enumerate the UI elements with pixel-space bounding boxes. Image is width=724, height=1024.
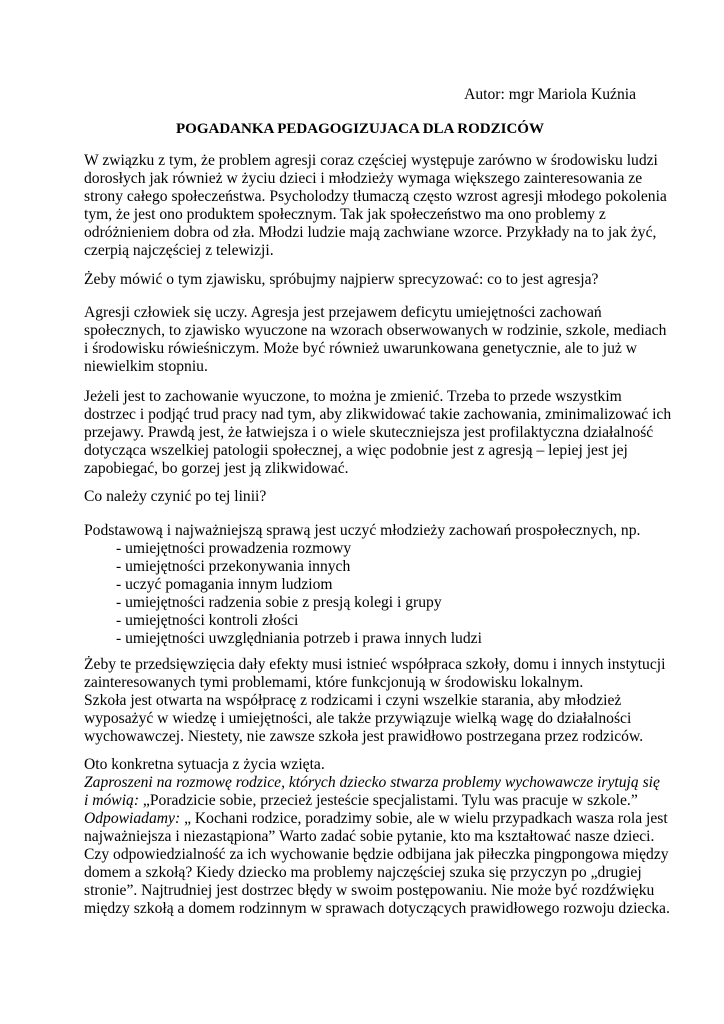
skills-list bbox=[116, 540, 596, 648]
text-line: odróżnieniem dobra od zła. Młodzi ludzie mają zachwiane wzorce. Przykłady na to jak żyć, bbox=[84, 224, 657, 241]
text-line-italic: Zaproszeni na rozmowę rodzice, których dziecko stwarza problemy wychowawcze irytują się bbox=[84, 774, 660, 791]
text-line: dotycząca wszelkiej patologii społecznej, a więc podobnie jest z agresją – lepiej jest jej bbox=[84, 442, 628, 459]
text-line: czerpią najczęściej z telewizji. bbox=[84, 242, 274, 259]
document-title: POGADANKA PEDAGOGIZUJACA DLA RODZICÓW bbox=[176, 121, 544, 137]
paragraph-cooperation bbox=[84, 656, 666, 746]
text-line: Podstawową i najważniejszą sprawą jest uczyć młodzieży zachowań prospołecznych, np. bbox=[84, 522, 641, 539]
list-item: - umiejętności kontroli złości bbox=[116, 612, 299, 629]
text-line: Żeby mówić o tym zjawisku, spróbujmy najpierw sprecyzować: co to jest agresja? bbox=[84, 271, 599, 288]
list-item: - umiejętności prowadzenia rozmowy bbox=[116, 540, 352, 557]
text-line bbox=[84, 810, 668, 828]
text-line: wyposażyć w wiedzę i umiejętności, ale także przywiązuje wielką wagę do działalności bbox=[84, 710, 632, 727]
text-line: najważniejsza i niezastąpiona” Warto zadać sobie pytanie, kto ma kształtować nasze dzieci. bbox=[84, 828, 655, 845]
paragraph-change bbox=[84, 388, 672, 478]
text-line: stronie”. Najtrudniej jest dostrzec błędy w swoim postępowaniu. Nie może być rozdźwięku bbox=[84, 882, 655, 899]
italic-lead: i mówią: bbox=[84, 792, 143, 809]
text-line: społecznych, to zjawisko wyuczone na wzorach obserwowanych w rodzinie, szkole, mediach bbox=[84, 322, 667, 339]
text-line: Jeżeli jest to zachowanie wyuczone, to można je zmienić. Trzeba to przede wszystkim bbox=[84, 388, 622, 405]
paragraph-what-to-do bbox=[84, 488, 636, 506]
text-line: Co należy czynić po tej linii? bbox=[84, 488, 267, 505]
text-line: domem a szkołą? Kiedy dziecko ma problemy najczęściej szuka się przyczyn po „drugiej bbox=[84, 864, 642, 881]
list-item: - uczyć pomagania innym ludziom bbox=[116, 576, 333, 593]
paragraph-question bbox=[84, 271, 636, 289]
text-line: W związku z tym, że problem agresji coraz częściej występuje zarówno w środowisku ludzi bbox=[84, 152, 658, 169]
text-line: Żeby te przedsięwzięcia dały efekty musi istnieć współpraca szkoły, domu i innych instytucji bbox=[84, 656, 666, 673]
text-line: Oto konkretna sytuacja z życia wzięta. bbox=[84, 756, 325, 773]
text-line: tym, że jest ono produktem społecznym. Tak jak społeczeństwo ma ono problemy z bbox=[84, 206, 606, 223]
text-line: niewielkim stopniu. bbox=[84, 358, 208, 375]
paragraph-situation bbox=[84, 756, 670, 918]
text-line: dostrzec i podjąć trud pracy nad tym, aby zlikwidować takie zachowania, zminimalizować ich bbox=[84, 406, 672, 423]
paragraph-learning bbox=[84, 304, 667, 376]
text-line: między szkołą a domem rodzinnym w sprawach dotyczących prawidłowego rozwoju dziecka. bbox=[84, 900, 670, 917]
text-line: Czy odpowiedzialność za ich wychowanie będzie odbijana jak piłeczka pingpongowa między bbox=[84, 846, 669, 863]
author-line: Autor: mgr Mariola Kuźnia bbox=[464, 86, 636, 103]
text-line: strony całego społeczeństwa. Psycholodzy tłumaczą często wzrost agresji młodego pokolenia bbox=[84, 188, 667, 205]
text-line: przejawy. Prawdą jest, że łatwiejsza i o wiele skuteczniejsza jest profilaktyczna działalność bbox=[84, 424, 654, 441]
text-line: dorosłych jak również w życiu dzieci i młodzieży wymaga większego zainteresowania ze bbox=[84, 170, 643, 187]
text-rest: „Poradzicie sobie, przecież jesteście specjalistami. Tylu was pracuje w szkole.” bbox=[142, 792, 638, 809]
text-line: zainteresowanych tymi problemami, które funkcjonują w środowisku lokalnym. bbox=[84, 674, 584, 691]
list-item: - umiejętności przekonywania innych bbox=[116, 558, 351, 575]
list-item: - umiejętności uwzględniania potrzeb i prawa innych ludzi bbox=[116, 630, 482, 647]
paragraph-basics bbox=[84, 522, 641, 540]
italic-lead: Odpowiadamy: bbox=[84, 810, 185, 827]
paragraph-intro bbox=[84, 152, 667, 260]
text-line: zapobiegać, bo gorzej jest ją zlikwidować. bbox=[84, 460, 349, 477]
list-item: - umiejętności radzenia sobie z presją kolegi i grupy bbox=[116, 594, 442, 611]
text-line: wychowawczej. Niestety, nie zawsze szkoła jest prawidłowo postrzegana przez rodziców. bbox=[84, 728, 644, 745]
text-line bbox=[84, 792, 636, 810]
text-rest: „ Kochani rodzice, poradzimy sobie, ale w wielu przypadkach wasza rola jest bbox=[184, 810, 668, 827]
text-line: Agresji człowiek się uczy. Agresja jest przejawem deficytu umiejętności zachowań bbox=[84, 304, 602, 321]
text-line: Szkoła jest otwarta na współpracę z rodzicami i czyni wszelkie starania, aby młodzież bbox=[84, 692, 622, 709]
text-line: i środowisku rówieśniczym. Może być również uwarunkowana genetycznie, ale to już w bbox=[84, 340, 637, 357]
